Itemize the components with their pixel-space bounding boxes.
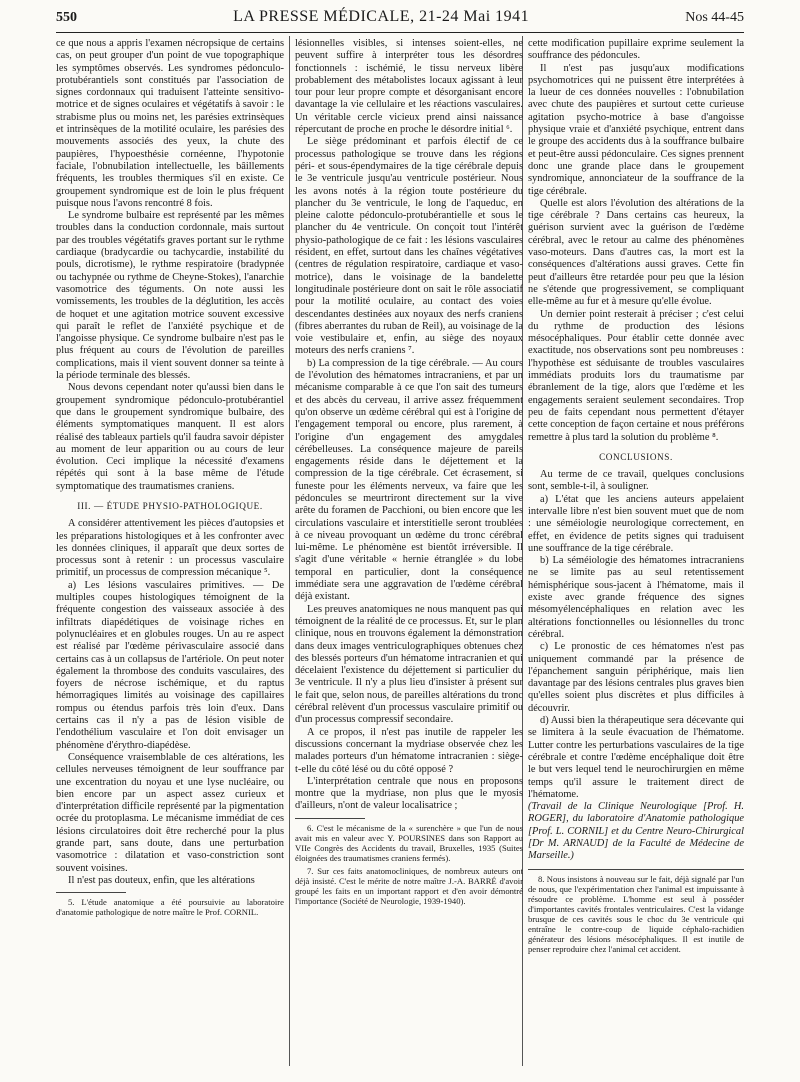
affiliation-signature: (Travail de la Clinique Neurologique [Prof. H. ROGER], du laboratoire d'Anatomie pathologique [Prof. L. CORNIL] et du Centre Neuro-Chirurgical [Dr M. ARNAUD] de la Faculté de Médecine de Marseille.) bbox=[528, 801, 744, 862]
paragraph: Un dernier point resterait à préciser ; c'est celui du rythme de production des lésions mésocéphaliques. Pour établir cette donnée avec exactitude, nos observations sont peu nombreuses : l'hypothèse est séduisante de troubles vasculaires immédiats produits lors du traumatisme par ébranlement de la tige, alors que l'œdème et les engagements seraient seulement secondaires. Trop peu de faits cependant nous permettent d'étayer cette conception de façon certaine et nous préférons remettre à plus tard la solution du problème ⁸. bbox=[528, 308, 744, 443]
footnote: 8. Nous insistons à nouveau sur le fait, déjà signalé par l'un de nous, que l'expérimentation chez l'animal est impuissante à résoudre ce problème. L'homme est seul à posséder d'importantes cavités frontales ventriculaires. C'est la vidange brusque de ces cavités sous le choc du 3e ventricule qui entraîne le contre-coup de liquide céphalo-rachidien générateur des lésions mésocéphaliques. Il est inutile de penser reproduire chez l'animal cet accident. bbox=[528, 873, 744, 954]
journal-title-line bbox=[233, 8, 529, 26]
paragraph: cette modification pupillaire exprime seulement la souffrance des pédoncules. bbox=[528, 38, 744, 62]
footnote-rule bbox=[56, 892, 126, 893]
paragraph: Au terme de ce travail, quelques conclusions sont, semble-t-il, à souligner. bbox=[528, 469, 744, 493]
journal-title: LA PRESSE MÉDICALE, bbox=[233, 8, 415, 25]
paragraph: L'interprétation centrale que nous en proposons montre que la mydriase, non plus que le myosis d'ailleurs, n'ont de valeur localisatrice ; bbox=[295, 775, 523, 812]
footnote: 7. Sur ces faits anatomocliniques, de nombreux auteurs ont déjà insisté. C'est le mérite de notre maître J.-A. BARRÉ d'avoir groupé les faits en un important rapport et d'en avoir démontré l'importance (Société de Neurologie, 1939-1940). bbox=[295, 865, 523, 906]
paragraph: A ce propos, il n'est pas inutile de rappeler les discussions concernant la mydriase observée chez les malades porteurs d'un hématome intracranien : siège-t-elle du côté lésé ou du côté opposé ? bbox=[295, 726, 523, 775]
paragraph: c) Le pronostic de ces hématomes n'est pas uniquement commandé par la présence de l'épanchement sanguin périphérique, mais lien davantage par des lésions centrales plus graves bien qu'elles soient plus discrètes et plus difficiles à découvrir. bbox=[528, 641, 744, 714]
issue-number: Nos 44-45 bbox=[685, 10, 744, 25]
page-header bbox=[56, 8, 744, 30]
footnote: 5. L'étude anatomique a été poursuivie au laboratoire d'anatomie pathologique de notre maître le Prof. CORNIL. bbox=[56, 897, 284, 918]
column-3 bbox=[528, 38, 744, 954]
paragraph: b) La séméiologie des hématomes intracraniens ne se limite pas au seul retentissement hémisphérique sous-jacent à l'hématome, mais il existe avec grande fréquence des signes mésomyélencéphaliques en relation avec les altérations fonctionnelles ou lésionnelles du tronc cérébral. bbox=[528, 555, 744, 640]
paragraph: Nous devons cependant noter qu'aussi bien dans le groupement syndromique pédonculo-protubérantiel que dans le groupement syndromique bulbaire, des éléments symptomatiques manquent. Il est alors réalisé des tableaux partiels qu'il faudra savoir dépister au moment de leur apparition ou au cours de leur évolution. Ceci implique la nécessité d'examens répétés qui sont à la base même de l'étude symptomatique des traumatismes craniens. bbox=[56, 382, 284, 492]
page-number: 550 bbox=[56, 10, 77, 25]
column-2 bbox=[295, 38, 523, 906]
footnote: 6. C'est le mécanisme de la « surenchère » que l'un de nous avait mis en valeur avec Y. POURSINES dans son Rapport au VIIe Congrès des Accidents du travail, Bruxelles, 1935 (Suites éloignées des traumatismes craniens fermés). bbox=[295, 822, 523, 863]
paragraph: a) L'état que les anciens auteurs appelaient intervalle libre n'est bien souvent muet que de nom : une séméiologie neurologique correctement, en effet, en évidence de petits signes qui traduisent une souffrance de la tige cérébrale. bbox=[528, 493, 744, 554]
column-1 bbox=[56, 38, 284, 917]
paragraph: ce que nous a appris l'examen nécropsique de certains cas, on peut grouper d'un point de vue topographique les symptômes observés. Les syndromes pédonculo-protubérantiels sont constitués par l'association de signes cordonnaux qui traduisent l'atteinte sensitivo-motrice et de signes oculaires et végétatifs à savoir : le strabisme plus ou moins net, les parésies extrinsèques et intrinsèques de la motilité oculaire, les parésies des mouvements associés des yeux, la chute des paupières, l'hypoesthésie cornéenne, l'hypotonie faciale, l'obnubilation intellectuelle, les bâillements fréquents, les troubles thermiques s'il en existe. Ce groupement syndromique est de loin le plus fréquent puisque nous l'avons rencontré 8 fois. bbox=[56, 38, 284, 209]
paragraph: Il n'est pas jusqu'aux modifications psychomotrices qui ne puissent être interprétées à la lueur de ces données nouvelles : l'obnubilation avec chute des paupières et surtout cette curieuse agitation psycho-motrice à base d'angoisse physique vraie et d'anxiété psychique, entrent dans le groupe des accidents dus à la souffrance bulbaire et peut-être aussi pédonculaire. Ces signes prennent donc une grande place dans le groupement syndromique, annonciateur de la souffrance de la tige cérébrale. bbox=[528, 62, 744, 197]
column-divider-1 bbox=[289, 36, 290, 1066]
issue-date: 21-24 Mai 1941 bbox=[419, 8, 530, 25]
paragraph: b) La compression de la tige cérébrale. — Au cours de l'évolution des hématomes intracraniens, et par un mécanisme comparable à ce que l'on sait des tumeurs et des abcès du cerveau, il arrive assez fréquemment qu'on observe un œdème cérébral qui est à l'origine de l'engagement temporal ou encore, plus rarement, à l'origine d'un engagement des amygdales cérébelleuses. La conséquence majeure de pareils engagements réside dans le déjettement et la compression de la tige cérébrale. Cet écrasement, si funeste pour les éléments nerveux, va faire que les pédoncules se meurtriront directement sur la vive arête du foramen de Pacchioni, ou bien encore que les circulations vasculaire et interstitielle seront troublées à ce niveau provoquant un œdème du tronc cérébral lui-même. Le phénomène est bientôt irréversible. Il s'agit d'une véritable « hernie étranglée » du lobe temporal en particulier, dont la conséquence immédiate sera une aggravation de l'œdème cérébral déjà existant. bbox=[295, 357, 523, 603]
paragraph: Le siège prédominant et parfois électif de ce processus pathologique se trouve dans les régions péri- et sous-épendymaires de la tige cérébrale depuis le 3e ventricule jusqu'au ventricule postérieur. Nous les avons notés à la région toute postérieure du plancher du 3e ventricule, le long de l'aqueduc, en pleine calotte pédonculo-protubérantielle et sous le plancher du 4e ventricule. On conçoit tout l'intérêt physio-pathologique de ce fait : les lésions vasculaires résident, en effet, surtout dans les chaînes végétatives (centres de régulation respiratoire, cardiaque et vaso-motrice), dans le voisinage de la bandelette longitudinale postérieure dont on sait le rôle associatif pour la motilité oculaire, au contact des voies descendantes destinées aux noyaux des nerfs craniens (fibres aberrantes du ruban de Reil), au voisinage de la voie vestibulaire et, enfin, au siège des noyaux moteurs des nerfs craniens ⁷. bbox=[295, 136, 523, 357]
paragraph: A considérer attentivement les pièces d'autopsies et les préparations histologiques et à les confronter avec les données cliniques, il apparaît que deux sortes de processus sont à retenir : un processus vasculaire primitif, un processus de compression mécanique ⁵. bbox=[56, 518, 284, 579]
paragraph: lésionnelles visibles, si intenses soient-elles, ne peuvent suffire à interpréter tous les désordres fonctionnels : ischémié, le tissu nerveux libère probablement des métabolistes locaux agissant à leur tour pour leur propre compte et désorganisant encore davantage la vie cellulaire et les réactions vasculaires. Un véritable cercle vicieux prend ainsi naissance répercutant de proche en proche le désordre initial ⁶. bbox=[295, 38, 523, 136]
paragraph: Il n'est pas douteux, enfin, que les altérations bbox=[68, 874, 255, 886]
paragraph: Quelle est alors l'évolution des altérations de la tige cérébrale ? Dans certains cas heureux, la guérison survient avec la guérison de l'œdème cérébral, avec le retour au calme des phénomènes vaso-moteurs. Dans d'autres cas, la mort est la conséquences d'altérations aussi graves. Cette fin peut d'ailleurs être retardée pour peu que la lésion ne s'étende que progressivement, se compliquant elle-même au fur et à mesure qu'elle évolue. bbox=[528, 197, 744, 308]
paragraph: a) Les lésions vasculaires primitives. — De multiples coupes histologiques témoignent de la fréquente congestion des vaisseaux associée à des infiltrats diapédétiques de voisinage riches en polynucléaires et en globules rouges. Un au re aspect est réalisé par l'œdème périvasculaire associé dans certains cas à un collapsus de l'artériole. On peut noter également la thrombose des conduits vasculaires, des foyers de nécrose ischémique, et du raptus hémorragiques limités au voisinage des capillaires rompus ou étendus parfois très loin d'eux. Dans certains cas il n'y a pas de lésion visible de l'endothélium vasculaire et l'on doit envisager un phénomène d'érythro-diapédèse. bbox=[56, 579, 284, 751]
footnote-block bbox=[528, 869, 744, 954]
paragraph: d) Aussi bien la thérapeutique sera décevante qui se limitera à la seule évacuation de l'hématome. Lutter contre les perturbations vasculaires de la tige cérébrale et contre l'œdème encéphalique doit être le but vers lequel tend le neurochirurgien en même temps qu'il assure le traitement direct de l'hématome. bbox=[528, 715, 744, 800]
paragraph: Les preuves anatomiques ne nous manquent pas qui témoignent de la réalité de ce processus. Et, sur le plan clinique, nous en trouvons également la démonstration dans deux images ventriculographiques obtenues chez des blessés porteurs d'un hématome intracranien et qui décelaient l'existence du déjettement si particulier du 3e ventricule. Il n'y a plus lieu d'insister à présent sur le fait que, selon nous, de pareilles altérations du tronc cérébral relèvent d'un processus vasculaire primitif ou d'un processus compressif secondaire. bbox=[295, 603, 523, 726]
footnote-rule bbox=[295, 818, 365, 819]
header-rule bbox=[56, 32, 744, 33]
paragraph: Le syndrome bulbaire est représenté par les mêmes troubles dans la conduction cordonnale, mais surtout par des troubles végétatifs graves portant sur le rythme cardiaque (bradycardie ou tachycardie, instabilité du pouls, dicrotisme), le rythme respiratoire (bradypnée ou tachypnée ou rythme de Cheyne-Stokes), l'anarchie vasomotrice des téguments. On note aussi les vomissements, les troubles de la déglutition, les accès de hoquet et une agitation motrice souvent excessive qui paraît le reflet de l'anxiété psychique et de l'angoisse physique. Ce syndrome bulbaire n'est pas le plus fréquent au cours de l'évolution de pareilles complications, mais il vient souvent donner sa teinte à la période terminale des blessés. bbox=[56, 210, 284, 382]
section-heading: III. — ÉTUDE PHYSIO-PATHOLOGIQUE. bbox=[77, 500, 263, 511]
paragraph: Conséquence vraisemblable de ces altérations, les cellules nerveuses témoignent de leur souffrance par une excentration du noyau et une lyse nucléaire, ou bien encore par un aspect assez curieux et d'interprétation difficile représenté par la pigmentation ocrée du protoplasma. Le mécanisme immédiat de ces lésions circulatoires doit être recherché pour la plus grande part, sans doute, dans une perturbation vasomotrice : dilatation et vaso-constriction sont souvent voisines. bbox=[56, 751, 284, 874]
section-heading: CONCLUSIONS. bbox=[599, 451, 673, 462]
